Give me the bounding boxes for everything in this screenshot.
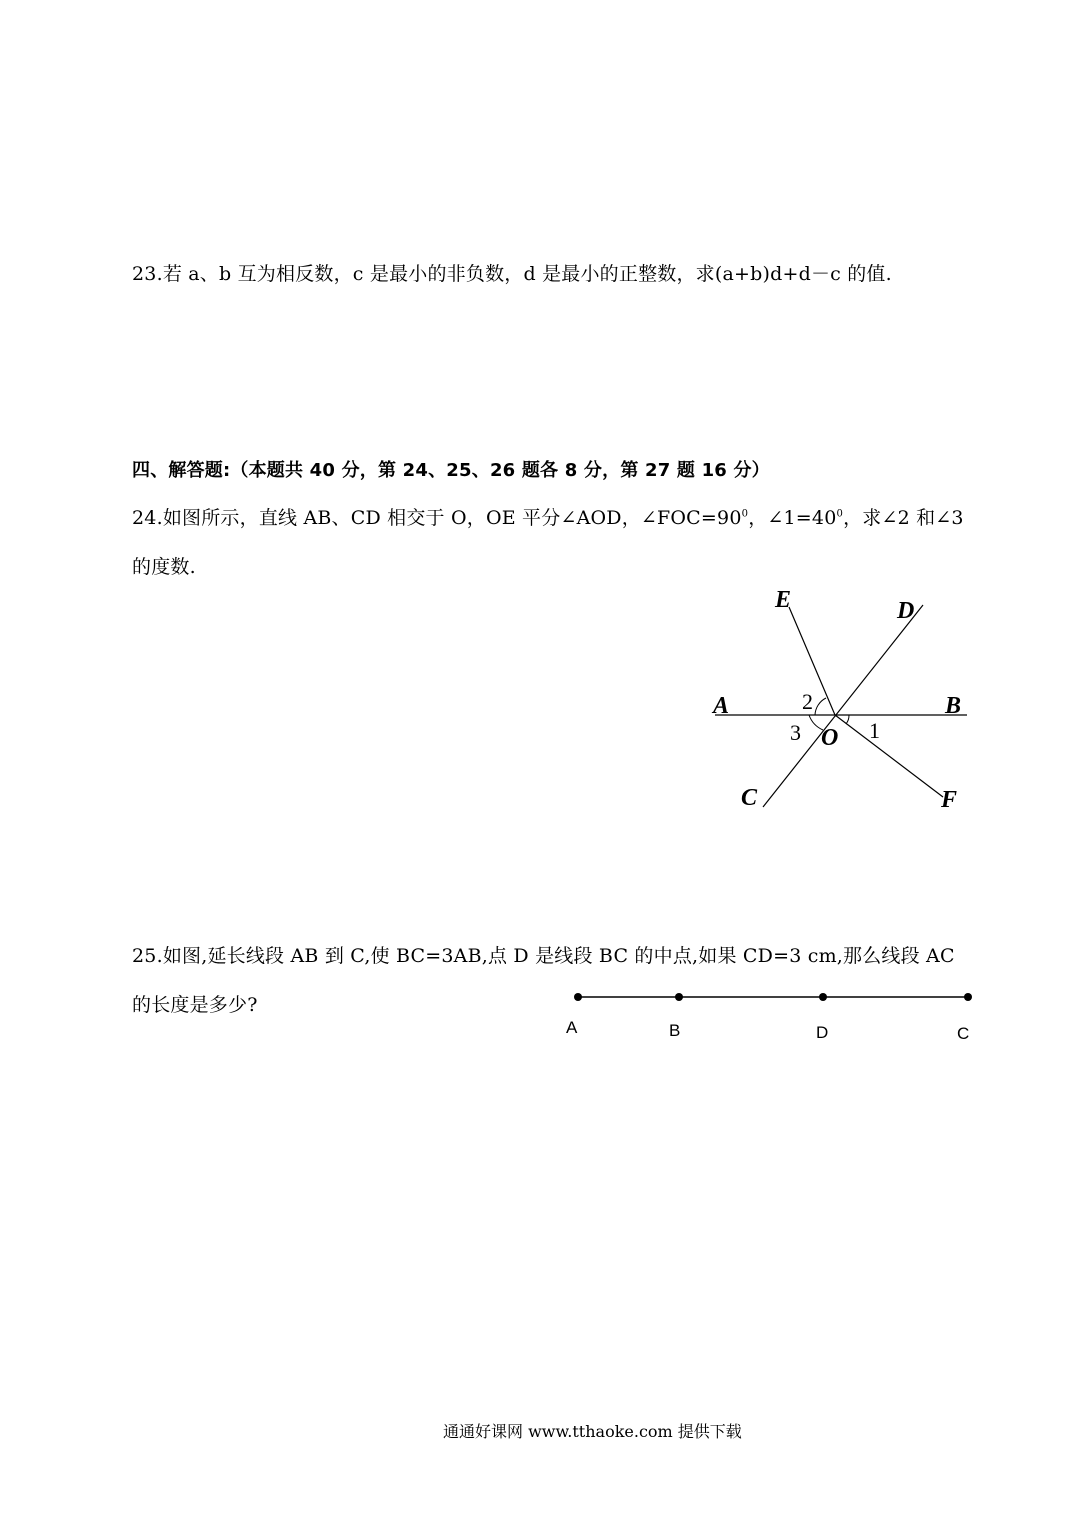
question-24-text-c: ，求∠2 和∠3 (843, 507, 964, 529)
ray-OF (835, 715, 943, 797)
label-D: D (897, 598, 915, 624)
question-25-line-2: 的长度是多少? (132, 994, 258, 1016)
label-O: O (821, 725, 839, 751)
degree-mark: 0 (741, 508, 749, 520)
segment-label-C: C (957, 1024, 970, 1043)
point-D (819, 993, 827, 1001)
label-C: C (741, 785, 758, 811)
question-24-line-1 (132, 503, 964, 530)
label-1: 1 (869, 718, 880, 743)
question-23-text: 23.若 a、b 互为相反数，c 是最小的非负数，d 是最小的正整数，求(a+b)d+d－c 的值. (132, 263, 892, 285)
section-4-heading: 四、解答题:（本题共 40 分，第 24、25、26 题各 8 分，第 27 题 16 分） (132, 460, 770, 481)
point-B (675, 993, 683, 1001)
intersecting-lines-figure (705, 585, 975, 825)
degree-mark: 0 (836, 508, 844, 520)
label-B: B (945, 693, 962, 719)
angle-1-arc (846, 715, 849, 724)
angle-2-arc (815, 698, 826, 715)
label-F: F (941, 787, 958, 813)
question-24-line-2: 的度数. (132, 556, 196, 578)
question-24-text-a: 24.如图所示，直线 AB、CD 相交于 O，OE 平分∠AOD，∠FOC=90 (132, 507, 742, 529)
line-CD (763, 605, 923, 807)
label-2: 2 (802, 689, 813, 714)
segment-label-D: D (816, 1023, 829, 1042)
footer-source: 通通好课网 www.tthaoke.com 提供下载 (443, 1422, 742, 1441)
point-A (574, 993, 582, 1001)
question-25-line-1: 25.如图,延长线段 AB 到 C,使 BC=3AB,点 D 是线段 BC 的中点,如果 CD=3 cm,那么线段 AC (132, 945, 955, 967)
segment-label-B: B (669, 1021, 681, 1040)
label-E: E (775, 587, 792, 613)
point-C (964, 993, 972, 1001)
label-3: 3 (790, 720, 801, 745)
label-A: A (713, 693, 730, 719)
segment-label-A: A (566, 1018, 578, 1037)
segment-figure (560, 985, 980, 1045)
question-24-text-b: ，∠1=40 (748, 507, 837, 529)
